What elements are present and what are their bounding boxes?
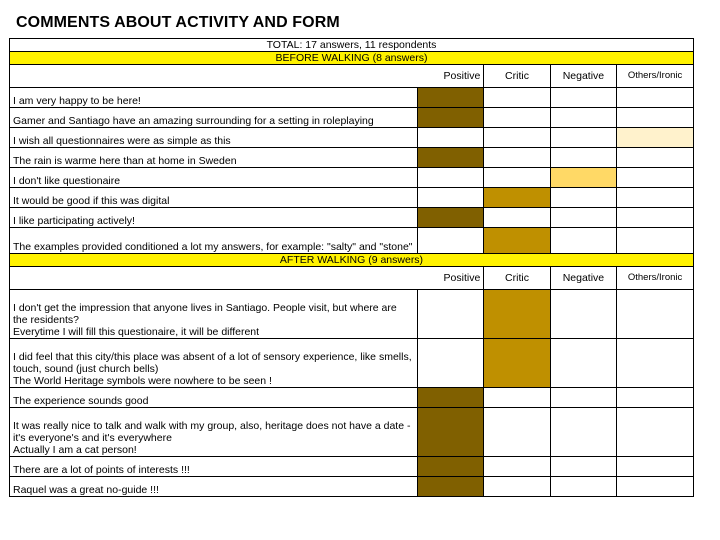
- critic-cell: [484, 88, 550, 108]
- comment-row: [10, 128, 694, 148]
- comment-text: It would be good if this was digital: [10, 188, 418, 208]
- critic-cell: [484, 477, 550, 497]
- negative-cell: [550, 88, 616, 108]
- positive-cell: [417, 388, 483, 408]
- others-cell: [617, 388, 694, 408]
- comment-text: The experience sounds good: [10, 388, 418, 408]
- critic-cell: [484, 339, 550, 388]
- others-cell: [617, 339, 694, 388]
- comment-text: There are a lot of points of interests !!!: [10, 457, 418, 477]
- comment-text: The rain is warme here than at home in Sweden: [10, 148, 418, 168]
- negative-cell: [550, 290, 616, 339]
- critic-cell: [484, 290, 550, 339]
- negative-cell: [550, 388, 616, 408]
- positive-cell: [417, 188, 483, 208]
- positive-cell: [417, 208, 483, 228]
- negative-cell: [550, 108, 616, 128]
- comment-row: [10, 208, 694, 228]
- positive-cell: [417, 148, 483, 168]
- comment-row: [10, 457, 694, 477]
- critic-cell: [484, 108, 550, 128]
- header-critic: Critic: [484, 267, 550, 290]
- negative-cell: [550, 208, 616, 228]
- section-row-after: [10, 254, 694, 267]
- comment-row: [10, 477, 694, 497]
- others-cell: [617, 208, 694, 228]
- header-others: Others/Ironic: [617, 267, 694, 290]
- total-row: [10, 39, 694, 52]
- others-cell: [617, 457, 694, 477]
- header-negative: Negative: [550, 267, 616, 290]
- critic-cell: [484, 128, 550, 148]
- comment-line: Everytime I will fill this questionaire, it will be different: [13, 326, 260, 338]
- others-cell: [617, 228, 694, 254]
- page-title: COMMENTS ABOUT ACTIVITY AND FORM: [16, 14, 340, 31]
- comment-text: Raquel was a great no-guide !!!: [10, 477, 418, 497]
- critic-cell: [484, 168, 550, 188]
- comment-text: [10, 339, 418, 388]
- comment-row: [10, 148, 694, 168]
- positive-cell: [417, 88, 483, 108]
- negative-cell: [550, 408, 616, 457]
- positive-cell: [417, 128, 483, 148]
- header-critic: Critic: [484, 65, 550, 88]
- total-answers: TOTAL: 17 answers, 11 respondents: [10, 39, 694, 52]
- others-cell: [617, 408, 694, 457]
- others-cell: [617, 88, 694, 108]
- positive-cell: [417, 339, 483, 388]
- comment-text: Gamer and Santiago have an amazing surrounding for a setting in roleplaying: [10, 108, 418, 128]
- comment-row: [10, 339, 694, 388]
- comment-row: [10, 228, 694, 254]
- others-cell: [617, 148, 694, 168]
- others-cell: [617, 108, 694, 128]
- negative-cell: [550, 477, 616, 497]
- negative-cell: [550, 148, 616, 168]
- comment-text: I don't like questionaire: [10, 168, 418, 188]
- negative-cell: [550, 228, 616, 254]
- critic-cell: [484, 388, 550, 408]
- comment-text: I like participating actively!: [10, 208, 418, 228]
- others-cell: [617, 188, 694, 208]
- positive-cell: [417, 408, 483, 457]
- negative-cell: [550, 188, 616, 208]
- others-cell: [617, 290, 694, 339]
- others-cell: [617, 168, 694, 188]
- header-others: Others/Ironic: [617, 65, 694, 88]
- comment-text: I am very happy to be here!: [10, 88, 418, 108]
- comment-row: [10, 408, 694, 457]
- comment-row: [10, 88, 694, 108]
- header-positive: Positive: [10, 267, 484, 290]
- others-cell: [617, 128, 694, 148]
- critic-cell: [484, 188, 550, 208]
- negative-cell: [550, 128, 616, 148]
- comment-text: The examples provided conditioned a lot my answers, for example: "salty" and "stone": [10, 228, 418, 254]
- comment-line: I did feel that this city/this place was absent of a lot of sensory experience, like smells, touch, sound (just church bells): [13, 351, 412, 375]
- column-header-row-after: [10, 267, 694, 290]
- section-row-before: [10, 52, 694, 65]
- comments-table: [9, 38, 694, 497]
- comment-text: [10, 408, 418, 457]
- critic-cell: [484, 408, 550, 457]
- critic-cell: [484, 228, 550, 254]
- comment-line: It was really nice to talk and walk with my group, also, heritage does not have a date - it's everyone's and it's everywhere: [13, 420, 411, 444]
- comment-text: [10, 290, 418, 339]
- comment-text: I wish all questionnaires were as simple as this: [10, 128, 418, 148]
- comment-line: I don't get the impression that anyone lives in Santiago. People visit, but where are the residents?: [13, 302, 397, 326]
- positive-cell: [417, 168, 483, 188]
- comment-row: [10, 168, 694, 188]
- negative-cell: [550, 457, 616, 477]
- comment-line: The World Heritage symbols were nowhere to be seen !: [13, 375, 272, 387]
- positive-cell: [417, 228, 483, 254]
- comment-line: Actually I am a cat person!: [13, 444, 137, 456]
- negative-cell: [550, 339, 616, 388]
- header-positive: Positive: [10, 65, 484, 88]
- header-negative: Negative: [550, 65, 616, 88]
- comment-row: [10, 108, 694, 128]
- positive-cell: [417, 108, 483, 128]
- positive-cell: [417, 477, 483, 497]
- column-header-row-before: [10, 65, 694, 88]
- critic-cell: [484, 208, 550, 228]
- comment-row: [10, 290, 694, 339]
- positive-cell: [417, 457, 483, 477]
- section-label-before: BEFORE WALKING (8 answers): [10, 52, 694, 65]
- comment-row: [10, 188, 694, 208]
- critic-cell: [484, 148, 550, 168]
- comment-row: [10, 388, 694, 408]
- others-cell: [617, 477, 694, 497]
- critic-cell: [484, 457, 550, 477]
- positive-cell: [417, 290, 483, 339]
- negative-cell: [550, 168, 616, 188]
- section-label-after: AFTER WALKING (9 answers): [10, 254, 694, 267]
